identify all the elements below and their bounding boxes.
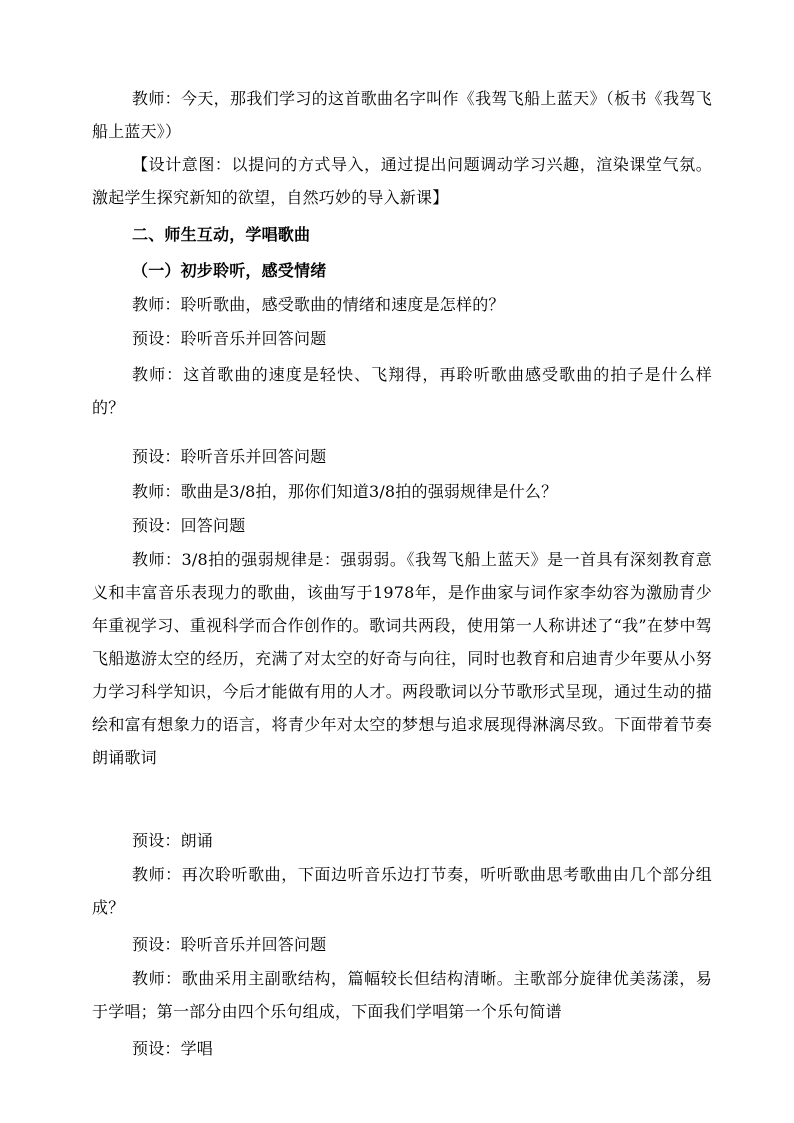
paragraph-teacher-tempo: 教师：这首歌曲的速度是轻快、飞翔得，再聆听歌曲感受歌曲的拍子是什么样的？: [92, 365, 712, 417]
paragraph-teacher-structure: 教师：再次聆听歌曲，下面边听音乐边打节奏，听听歌曲思考歌曲由几个部分组成？: [92, 865, 712, 917]
paragraph-preset-5: 预设：聆听音乐并回答问题: [132, 935, 327, 954]
paragraph-teacher-form: 教师：歌曲采用主副歌结构，篇幅较长但结构清晰。主歌部分旋律优美荡漾，易于学唱；第一部分由四个乐句组成，下面我们学唱第一个乐句简谱: [92, 969, 712, 1021]
paragraph-teacher-meter: 教师：歌曲是3/8拍，那你们知道3/8拍的强弱规律是什么？: [132, 482, 558, 501]
paragraph-design-intent: 【设计意图：以提问的方式导入，通过提出问题调动学习兴趣，渲染课堂气氛。激起学生探究新知的欲望，自然巧妙的导入新课】: [92, 155, 712, 207]
paragraph-preset-3: 预设：回答问题: [132, 516, 246, 535]
paragraph-teacher-listen: 教师：聆听歌曲，感受歌曲的情绪和速度是怎样的？: [132, 295, 505, 314]
paragraph-preset-6: 预设：学唱: [132, 1039, 214, 1058]
paragraph-teacher-song-intro: 教师：3/8拍的强弱规律是：强弱弱。《我驾飞船上蓝天》是一首具有深刻教育意义和丰富音乐表现力的歌曲，该曲写于1978年，是作曲家与词作家李幼容为激励青少年重视学习、重视科学而合作创作的。歌词共两段，使用第一人称讲述了“我”在梦中驾飞船遨游太空的经历，充满了对太空的好奇与向往，同时也教育和启迪青少年要从小努力学习科学知识，今后才能做有用的人才。两段歌词以分节歌形式呈现，通过生动的描绘和富有想象力的语言，将青少年对太空的梦想与追求展现得淋漓尽致。下面带着节奏朗诵歌词: [92, 550, 712, 767]
paragraph-teacher-intro: 教师：今天，那我们学习的这首歌曲名字叫作《我驾飞船上蓝天》（板书《我驾飞船上蓝天》）: [92, 89, 712, 141]
paragraph-preset-2: 预设：聆听音乐并回答问题: [132, 447, 327, 466]
paragraph-preset-4: 预设：朗诵: [132, 831, 214, 850]
paragraph-preset-1: 预设：聆听音乐并回答问题: [132, 329, 327, 348]
subsection-heading-1: （一）初步聆听，感受情绪: [132, 261, 327, 280]
section-heading-2: 二、师生互动，学唱歌曲: [132, 225, 311, 244]
